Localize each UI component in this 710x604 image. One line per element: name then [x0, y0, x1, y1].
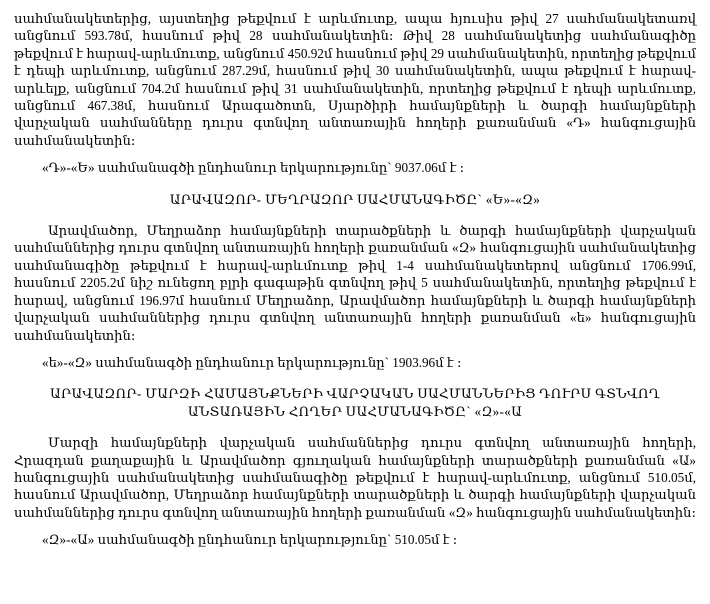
paragraph-aravazor-marz-body: Մարզի համայնքների վարչական սահմաններից դուրս գտնվող անտառային հողերի, Հրազդան քաղաքային և Արավմածոր գյուղական համայնքների տարածքների քառանման «Ա» հանգուցային սահմանակետից սահմանագիծը թեքվում է հարավ-արևմուտք, անցնում 510.05մ, հասնում Արավմածոր, Մեղրաձոր համայնքների տարածքների և ծարգի համայնքների վարչական սահմաններից դուրս գտնվող անտառային հողերի քառանման «Զ» հանգուցային սահմանակետին։: [14, 435, 696, 520]
spacer: [14, 208, 696, 222]
spacer: [14, 149, 696, 159]
spacer: [14, 521, 696, 531]
paragraph-boundary-description: սահմանակետերից, այստեղից թեքվում է արևմուտք, ապա հյուսիս թիվ 27 սահմանակետառվ անցնում 593.78մ, հասնում թիվ 28 սահմանակետին։ Թիվ 28 սահմանակետից սահմանագիծը թեքվում է հարավ-արևմուտք, անցնում 450.92մ հասնում թիվ 29 սահմանակետին, որտեղից թեքվում է դեպի արևմուտք, անցնում 287.29մ, հասնում թիվ 30 սահմանակետին, ապա թեքվում է հարավ-արևելք, անցնում 704.2մ հասնում թիվ 31 սահմանակետին, որտեղից թեքվում է դեպի արևմուտք, անցնում 467.38մ, հասնում Արագածոտն, Սյարծիրի համայնքների և ծարգի համայնքների վարչական սահմանները դուրս գտնվող անտառային հողերի քառանման «Դ» հանգուցային սահմանակետին։: [14, 11, 696, 148]
paragraph-aravazor-meghrazor-body: Արավմածոր, Մեղրաձոր համայնքների տարածքների և ծարգի համայնքների վարչական սահմաններից դուրս գտնվող անտառային հողերի քառանման «Զ» հանգուցային սահմանակետից սահմանագիծը թեքվում է հարավ-արևմուտք թիվ 1-4 սահմանակետերով անցնում 1706.99մ, հասնում 2205.2մ նիշ ունեցող բլրի գագաթին գտնվող թիվ 5 սահմանակետին, որտեղից թեքվում է հարավ, անցնում 196.97մ հասնում Մեղրաձոր, Արավմածոր համայնքների և ծարգի համայնքների վարչական սահմաններից դուրս գտնվող անտառային հողերի քառանման «ե» հանգուցային սահմանակետին։: [14, 223, 696, 343]
paragraph-quote-length-de: «Դ»-«Ե» սահմանագծի ընդհանուր երկարությունը` 9037.06մ է ։: [42, 160, 465, 176]
section-heading-aravazor-marz-line1: ԱՐԱՎԱԶՈՐ- ՄԱՐԶԻ ՀԱՄԱՅՆՔՆԵՐԻ ՎԱՐՉԱԿԱՆ ՍԱՀՄԱՆՆԵՐԻՑ ԴՈՒՐՍ ԳՏՆՎՈՂ: [50, 386, 660, 402]
section-heading-aravazor-meghrazor: ԱՐԱՎԱԶՈՐ- ՄԵՂՐԱԶՈՐ ՍԱՀՄԱՆԱԳԻԾԸ` «Ե»-«Զ»: [169, 191, 541, 207]
paragraph-quote-length-ez: «ե»-«Զ» սահմանագծի ընդհանուր երկարությունը` 1903.96մ է ։: [42, 354, 462, 370]
spacer: [14, 344, 696, 354]
spacer: [14, 420, 696, 434]
spacer: [14, 177, 696, 191]
spacer: [14, 371, 696, 385]
section-heading-aravazor-marz-line2: ԱՆՏԱՌԱՅԻՆ ՀՈՂԵՐ ՍԱՀՄԱՆԱԳԻԾԸ` «Զ»-«Ա: [187, 403, 523, 419]
paragraph-quote-length-za: «Զ»-«Ա» սահմանագծի ընդհանուր երկարությունը` 510.05մ է ։: [42, 532, 458, 548]
